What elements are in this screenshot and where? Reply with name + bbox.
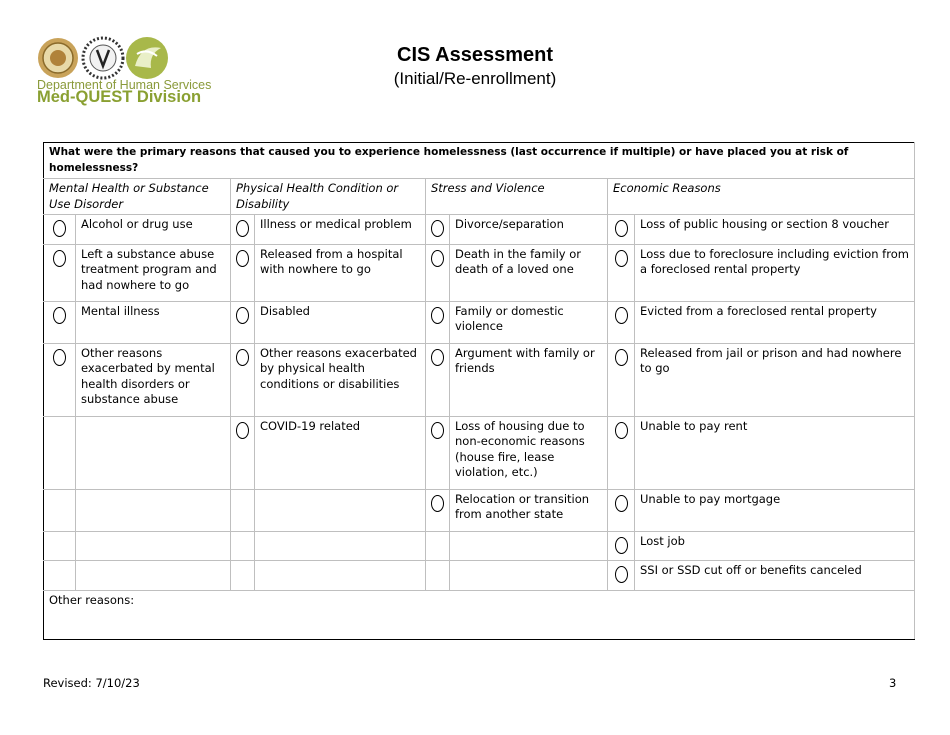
option-label-economic: Released from jail or prison and had nowhere to go (635, 343, 915, 416)
option-label-economic: Unable to pay rent (635, 416, 915, 489)
option-label-mental-health (76, 561, 231, 591)
option-label-economic: Loss due to foreclosure including eviction from a foreclosed rental property (635, 244, 915, 301)
option-label-mental-health (76, 531, 231, 561)
column-header-mental-health: Mental Health or Substance Use Disorder (44, 179, 231, 215)
division-name: Med-QUEST Division (37, 88, 202, 106)
radio-button[interactable] (236, 250, 249, 267)
option-label-physical-health: Disabled (255, 301, 426, 343)
table-row (44, 244, 915, 301)
radio-button[interactable] (615, 349, 628, 366)
option-label-physical-health (255, 489, 426, 531)
radio-cell-stress-violence (426, 301, 450, 343)
option-label-stress-violence: Argument with family or friends (450, 343, 608, 416)
radio-button[interactable] (615, 307, 628, 324)
radio-cell-economic (608, 301, 635, 343)
option-label-stress-violence (450, 561, 608, 591)
radio-cell-stress-violence (426, 531, 450, 561)
option-label-physical-health (255, 561, 426, 591)
option-label-stress-violence: Death in the family or death of a loved one (450, 244, 608, 301)
radio-button[interactable] (615, 566, 628, 583)
radio-cell-physical-health (231, 416, 255, 489)
radio-cell-mental-health (44, 343, 76, 416)
radio-cell-mental-health (44, 244, 76, 301)
radio-cell-economic (608, 343, 635, 416)
radio-cell-physical-health (231, 561, 255, 591)
radio-cell-economic (608, 244, 635, 301)
page-subtitle: (Initial/Re-enrollment) (393, 69, 557, 88)
radio-button[interactable] (431, 307, 444, 324)
radio-button[interactable] (236, 349, 249, 366)
radio-button[interactable] (236, 307, 249, 324)
other-reasons-row (44, 590, 915, 639)
option-label-stress-violence: Family or domestic violence (450, 301, 608, 343)
radio-cell-physical-health (231, 301, 255, 343)
radio-cell-economic (608, 416, 635, 489)
radio-button[interactable] (53, 307, 66, 324)
column-header-economic: Economic Reasons (608, 179, 915, 215)
option-label-economic: Unable to pay mortgage (635, 489, 915, 531)
radio-button[interactable] (615, 220, 628, 237)
option-label-physical-health: Illness or medical problem (255, 215, 426, 245)
radio-button[interactable] (53, 349, 66, 366)
option-label-economic: Lost job (635, 531, 915, 561)
radio-button[interactable] (53, 220, 66, 237)
radio-cell-economic (608, 561, 635, 591)
option-label-physical-health (255, 531, 426, 561)
radio-button[interactable] (431, 349, 444, 366)
radio-button[interactable] (236, 422, 249, 439)
radio-cell-stress-violence (426, 343, 450, 416)
column-header-stress-violence: Stress and Violence (426, 179, 608, 215)
option-label-economic: SSI or SSD cut off or benefits canceled (635, 561, 915, 591)
option-label-mental-health (76, 489, 231, 531)
radio-cell-mental-health (44, 561, 76, 591)
radio-cell-mental-health (44, 531, 76, 561)
table-row (44, 416, 915, 489)
radio-cell-mental-health (44, 301, 76, 343)
option-label-economic: Loss of public housing or section 8 voucher (635, 215, 915, 245)
radio-cell-economic (608, 531, 635, 561)
radio-cell-physical-health (231, 215, 255, 245)
table-row (44, 531, 915, 561)
option-label-physical-health: COVID-19 related (255, 416, 426, 489)
homelessness-reasons-table (43, 142, 915, 640)
radio-cell-mental-health (44, 416, 76, 489)
option-label-mental-health: Alcohol or drug use (76, 215, 231, 245)
radio-cell-mental-health (44, 215, 76, 245)
table-row (44, 343, 915, 416)
option-label-mental-health: Left a substance abuse treatment program and had nowhere to go (76, 244, 231, 301)
radio-cell-stress-violence (426, 244, 450, 301)
radio-cell-stress-violence (426, 215, 450, 245)
radio-cell-stress-violence (426, 489, 450, 531)
radio-button[interactable] (615, 495, 628, 512)
radio-button[interactable] (615, 537, 628, 554)
radio-cell-physical-health (231, 244, 255, 301)
department-name: Department of Human Services (37, 78, 212, 92)
radio-cell-economic (608, 215, 635, 245)
radio-cell-mental-health (44, 489, 76, 531)
radio-cell-physical-health (231, 489, 255, 531)
column-header-physical-health: Physical Health Condition or Disability (231, 179, 426, 215)
radio-cell-economic (608, 489, 635, 531)
table-row (44, 215, 915, 245)
radio-cell-stress-violence (426, 561, 450, 591)
option-label-stress-violence: Relocation or transition from another state (450, 489, 608, 531)
radio-cell-stress-violence (426, 416, 450, 489)
radio-button[interactable] (431, 220, 444, 237)
option-label-stress-violence: Loss of housing due to non-economic reasons (house fire, lease violation, etc.) (450, 416, 608, 489)
page-number: 3 (889, 676, 897, 690)
radio-button[interactable] (431, 495, 444, 512)
option-label-physical-health: Other reasons exacerbated by physical health conditions or disabilities (255, 343, 426, 416)
radio-button[interactable] (615, 250, 628, 267)
table-row (44, 561, 915, 591)
table-row (44, 301, 915, 343)
option-label-mental-health (76, 416, 231, 489)
option-label-stress-violence: Divorce/separation (450, 215, 608, 245)
radio-button[interactable] (615, 422, 628, 439)
option-label-mental-health: Other reasons exacerbated by mental health disorders or substance abuse (76, 343, 231, 416)
page-title: CIS Assessment (397, 44, 553, 66)
question-text: What were the primary reasons that caused you to experience homelessness (last occurrence if multiple) or have placed you at risk of homelessness? (44, 143, 915, 179)
option-label-mental-health: Mental illness (76, 301, 231, 343)
radio-button[interactable] (53, 250, 66, 267)
radio-cell-physical-health (231, 343, 255, 416)
radio-button[interactable] (431, 250, 444, 267)
radio-cell-physical-health (231, 531, 255, 561)
radio-button[interactable] (431, 422, 444, 439)
option-label-stress-violence (450, 531, 608, 561)
option-label-economic: Evicted from a foreclosed rental property (635, 301, 915, 343)
table-row (44, 489, 915, 531)
other-reasons-field[interactable]: Other reasons: (44, 590, 915, 639)
option-label-physical-health: Released from a hospital with nowhere to go (255, 244, 426, 301)
radio-button[interactable] (236, 220, 249, 237)
revised-date: Revised: 7/10/23 (43, 676, 140, 690)
